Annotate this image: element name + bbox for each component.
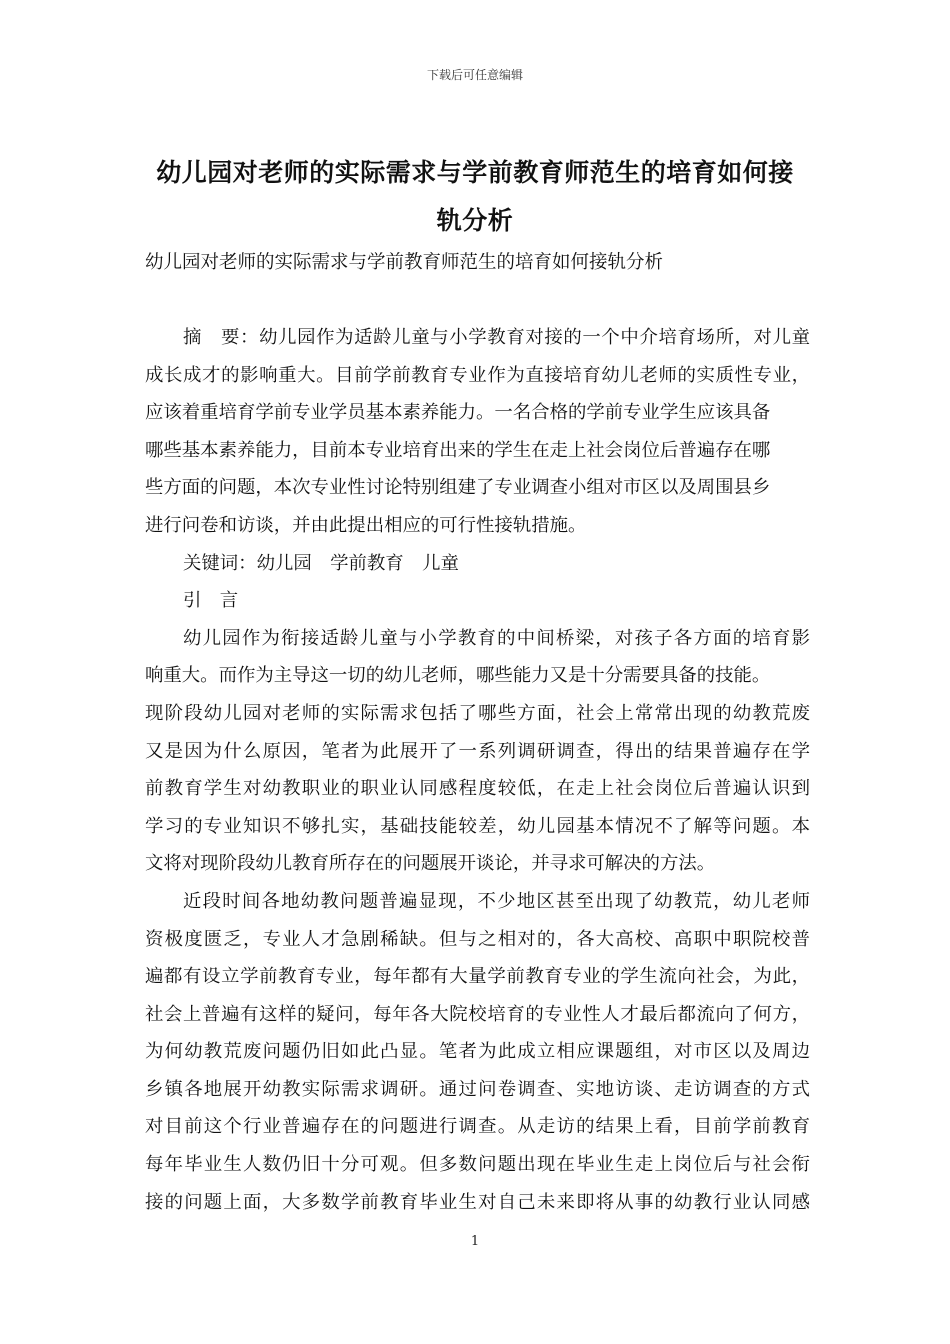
body-line: 应该着重培育学前专业学员基本素养能力。一名合格的学前专业学生应该具备 — [145, 402, 771, 424]
body-line: 乡镇各地展开幼教实际需求调研。通过问卷调查、实地访谈、走访调查的方式 — [145, 1078, 810, 1100]
body-line: 幼儿园作为衔接适龄儿童与小学教育的中间桥梁，对孩子各方面的培育影 — [183, 627, 810, 649]
title-line-2: 轨分析 — [436, 206, 514, 235]
page-header: 下载后可任意编辑 — [426, 68, 523, 82]
body-line: 为何幼教荒废问题仍旧如此凸显。笔者为此成立相应课题组，对市区以及周边 — [145, 1041, 810, 1063]
subtitle: 幼儿园对老师的实际需求与学前教育师范生的培育如何接轨分析 — [145, 252, 664, 273]
body-line: 关键词：幼儿园 学前教育 儿童 — [183, 552, 459, 574]
body-line: 引 言 — [183, 590, 239, 612]
body-line: 社会上普遍有这样的疑问，每年各大院校培育的专业性人才最后都流向了何方， — [145, 1003, 810, 1025]
body-line: 成长成才的影响重大。目前学前教育专业作为直接培育幼儿老师的实质性专业， — [145, 364, 810, 386]
body-line: 每年毕业生人数仍旧十分可观。但多数问题出现在毕业生走上岗位后与社会衔 — [145, 1154, 810, 1176]
body-line: 对目前这个行业普遍存在的问题进行调查。从走访的结果上看，目前学前教育 — [145, 1116, 810, 1138]
body-line: 摘 要：幼儿园作为适龄儿童与小学教育对接的一个中介培育场所，对儿童 — [183, 327, 810, 348]
body-line: 文将对现阶段幼儿教育所存在的问题展开谈论，并寻求可解决的方法。 — [145, 853, 716, 875]
page-number: 1 — [470, 1234, 480, 1249]
body-line: 又是因为什么原因，笔者为此展开了一系列调研调查，得出的结果普遍存在学 — [145, 740, 810, 762]
body-line: 接的问题上面，大多数学前教育毕业生对自己未来即将从事的幼教行业认同感 — [145, 1191, 810, 1213]
body-line: 资极度匮乏，专业人才急剧稀缺。但与之相对的，各大高校、高职中职院校普 — [145, 928, 810, 950]
body-line: 遍都有设立学前教育专业，每年都有大量学前教育专业的学生流向社会，为此， — [145, 966, 810, 988]
body-line: 现阶段幼儿园对老师的实际需求包括了哪些方面，社会上常常出现的幼教荒废 — [145, 702, 810, 724]
body-line: 前教育学生对幼教职业的职业认同感程度较低，在走上社会岗位后普遍认识到 — [145, 778, 810, 800]
body-line: 些方面的问题，本次专业性讨论特别组建了专业调查小组对市区以及周围县乡 — [145, 477, 771, 499]
body-line: 近段时间各地幼教问题普遍显现，不少地区甚至出现了幼教荒，幼儿老师 — [183, 890, 810, 912]
body-line: 进行问卷和访谈，并由此提出相应的可行性接轨措施。 — [145, 514, 587, 536]
title-line-1: 幼儿园对老师的实际需求与学前教育师范生的培育如何接 — [156, 158, 794, 187]
body-text — [145, 319, 810, 1221]
body-line: 学习的专业知识不够扎实，基础技能较差，幼儿园基本情况不了解等问题。本 — [145, 815, 810, 837]
body-line: 响重大。而作为主导这一切的幼儿老师，哪些能力又是十分需要具备的技能。 — [145, 665, 771, 687]
body-line: 哪些基本素养能力，目前本专业培育出来的学生在走上社会岗位后普遍存在哪 — [145, 439, 771, 461]
